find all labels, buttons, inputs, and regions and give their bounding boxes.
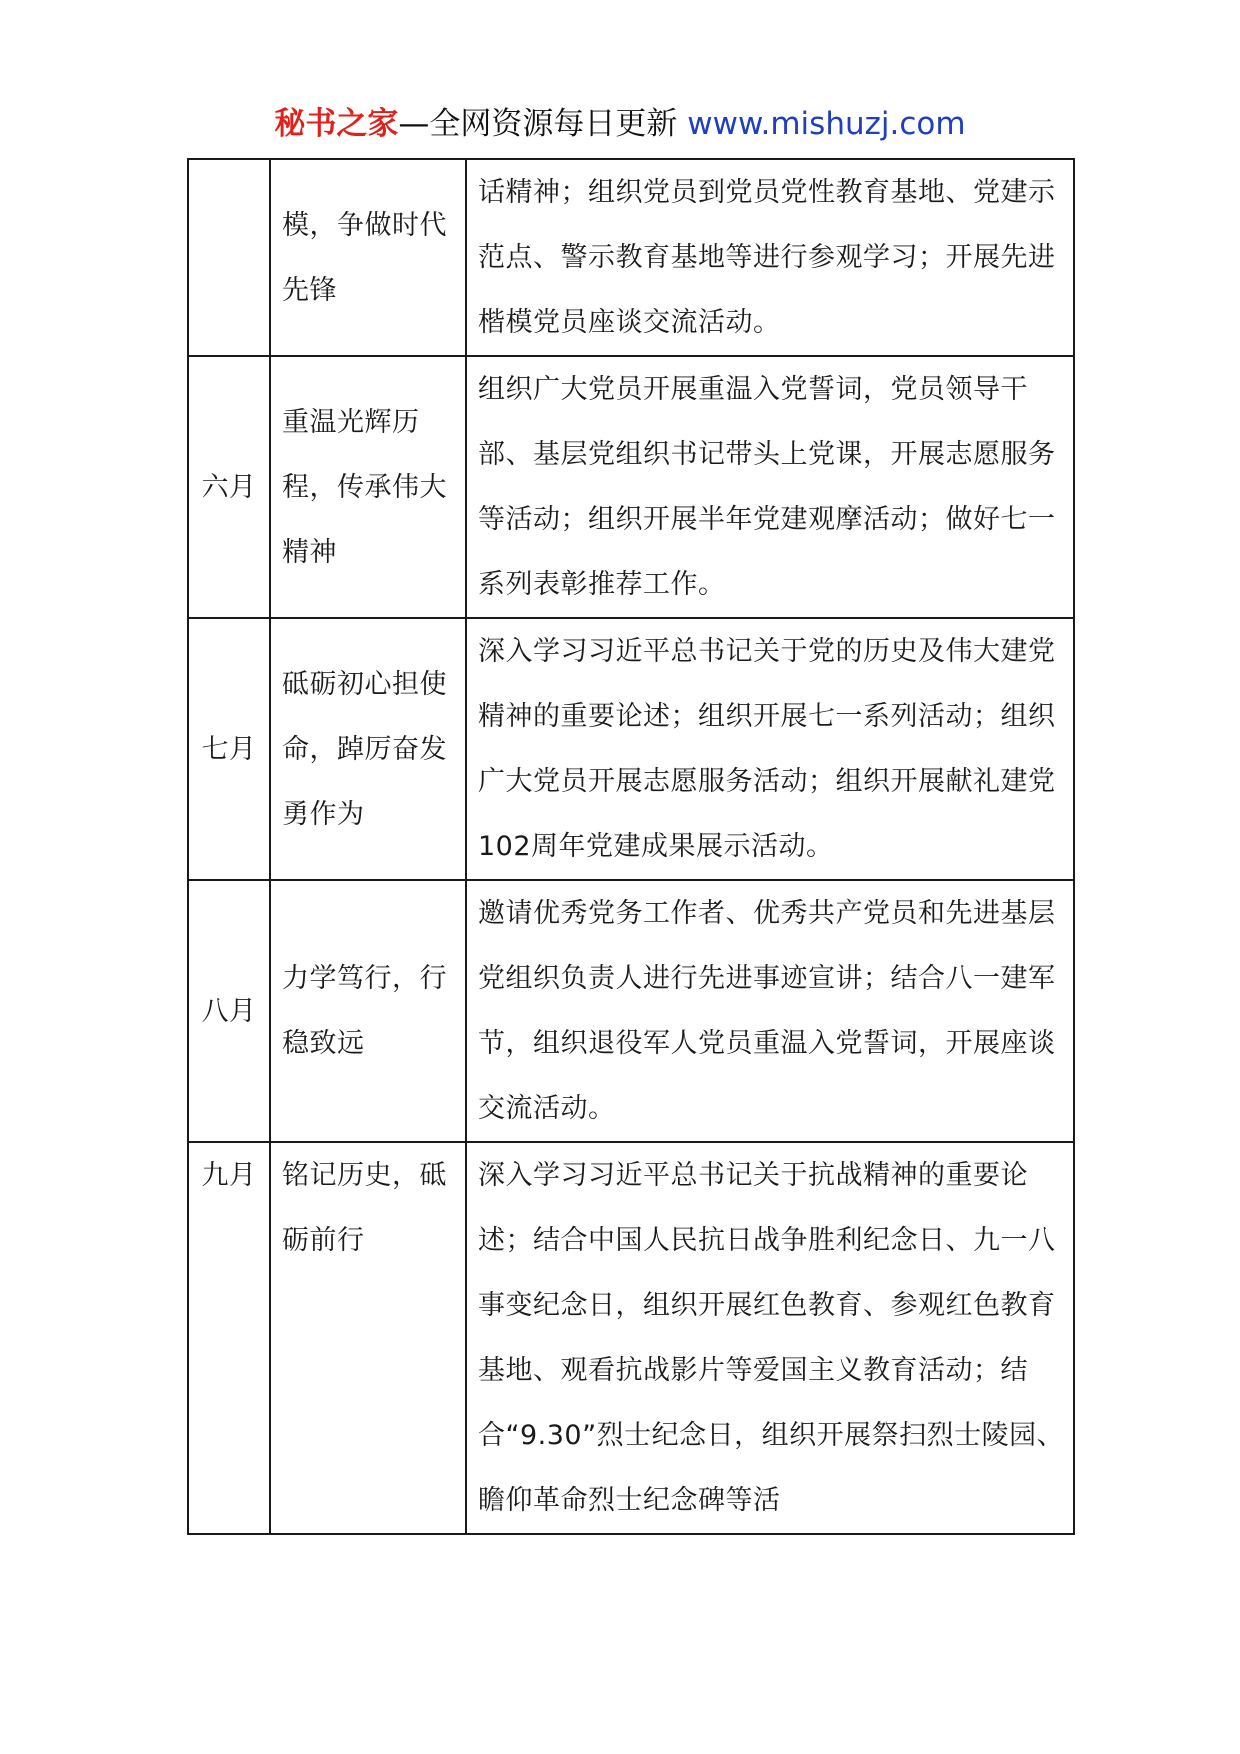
activity-plan-table <box>187 158 1075 1535</box>
content-cell: 深入学习习近平总书记关于党的历史及伟大建党精神的重要论述；组织开展七一系列活动；组织广大党员开展志愿服务活动；组织开展献礼建党102周年党建成果展示活动。 <box>466 618 1074 880</box>
month-cell: 七月 <box>188 618 270 880</box>
theme-cell: 力学笃行，行稳致远 <box>270 880 466 1142</box>
table-row <box>188 880 1074 1142</box>
content-cell: 邀请优秀党务工作者、优秀共产党员和先进基层党组织负责人进行先进事迹宣讲；结合八一建军节，组织退役军人党员重温入党誓词，开展座谈交流活动。 <box>466 880 1074 1142</box>
brand-name: 秘书之家 <box>274 106 399 142</box>
month-cell: 九月 <box>188 1142 270 1534</box>
table-row <box>188 1142 1074 1534</box>
theme-cell: 模，争做时代先锋 <box>270 159 466 356</box>
theme-cell: 砥砺初心担使命，踔厉奋发勇作为 <box>270 618 466 880</box>
month-cell: 六月 <box>188 356 270 618</box>
site-header <box>0 100 1240 148</box>
content-cell: 组织广大党员开展重温入党誓词，党员领导干部、基层党组织书记带头上党课，开展志愿服务等活动；组织开展半年党建观摩活动；做好七一系列表彰推荐工作。 <box>466 356 1074 618</box>
month-cell <box>188 159 270 356</box>
month-cell: 八月 <box>188 880 270 1142</box>
theme-cell: 重温光辉历程，传承伟大精神 <box>270 356 466 618</box>
theme-cell: 铭记历史，砥砺前行 <box>270 1142 466 1534</box>
content-cell: 深入学习习近平总书记关于抗战精神的重要论述；结合中国人民抗日战争胜利纪念日、九一八事变纪念日，组织开展红色教育、参观红色教育基地、观看抗战影片等爱国主义教育活动；结合“9.30”烈士纪念日，组织开展祭扫烈士陵园、瞻仰革命烈士纪念碑等活 <box>466 1142 1074 1534</box>
content-cell: 话精神；组织党员到党员党性教育基地、党建示范点、警示教育基地等进行参观学习；开展先进楷模党员座谈交流活动。 <box>466 159 1074 356</box>
site-url-link[interactable]: www.mishuzj.com <box>687 106 966 142</box>
header-slogan: —全网资源每日更新 <box>398 106 678 142</box>
table-row <box>188 159 1074 356</box>
table-row <box>188 356 1074 618</box>
table-row <box>188 618 1074 880</box>
